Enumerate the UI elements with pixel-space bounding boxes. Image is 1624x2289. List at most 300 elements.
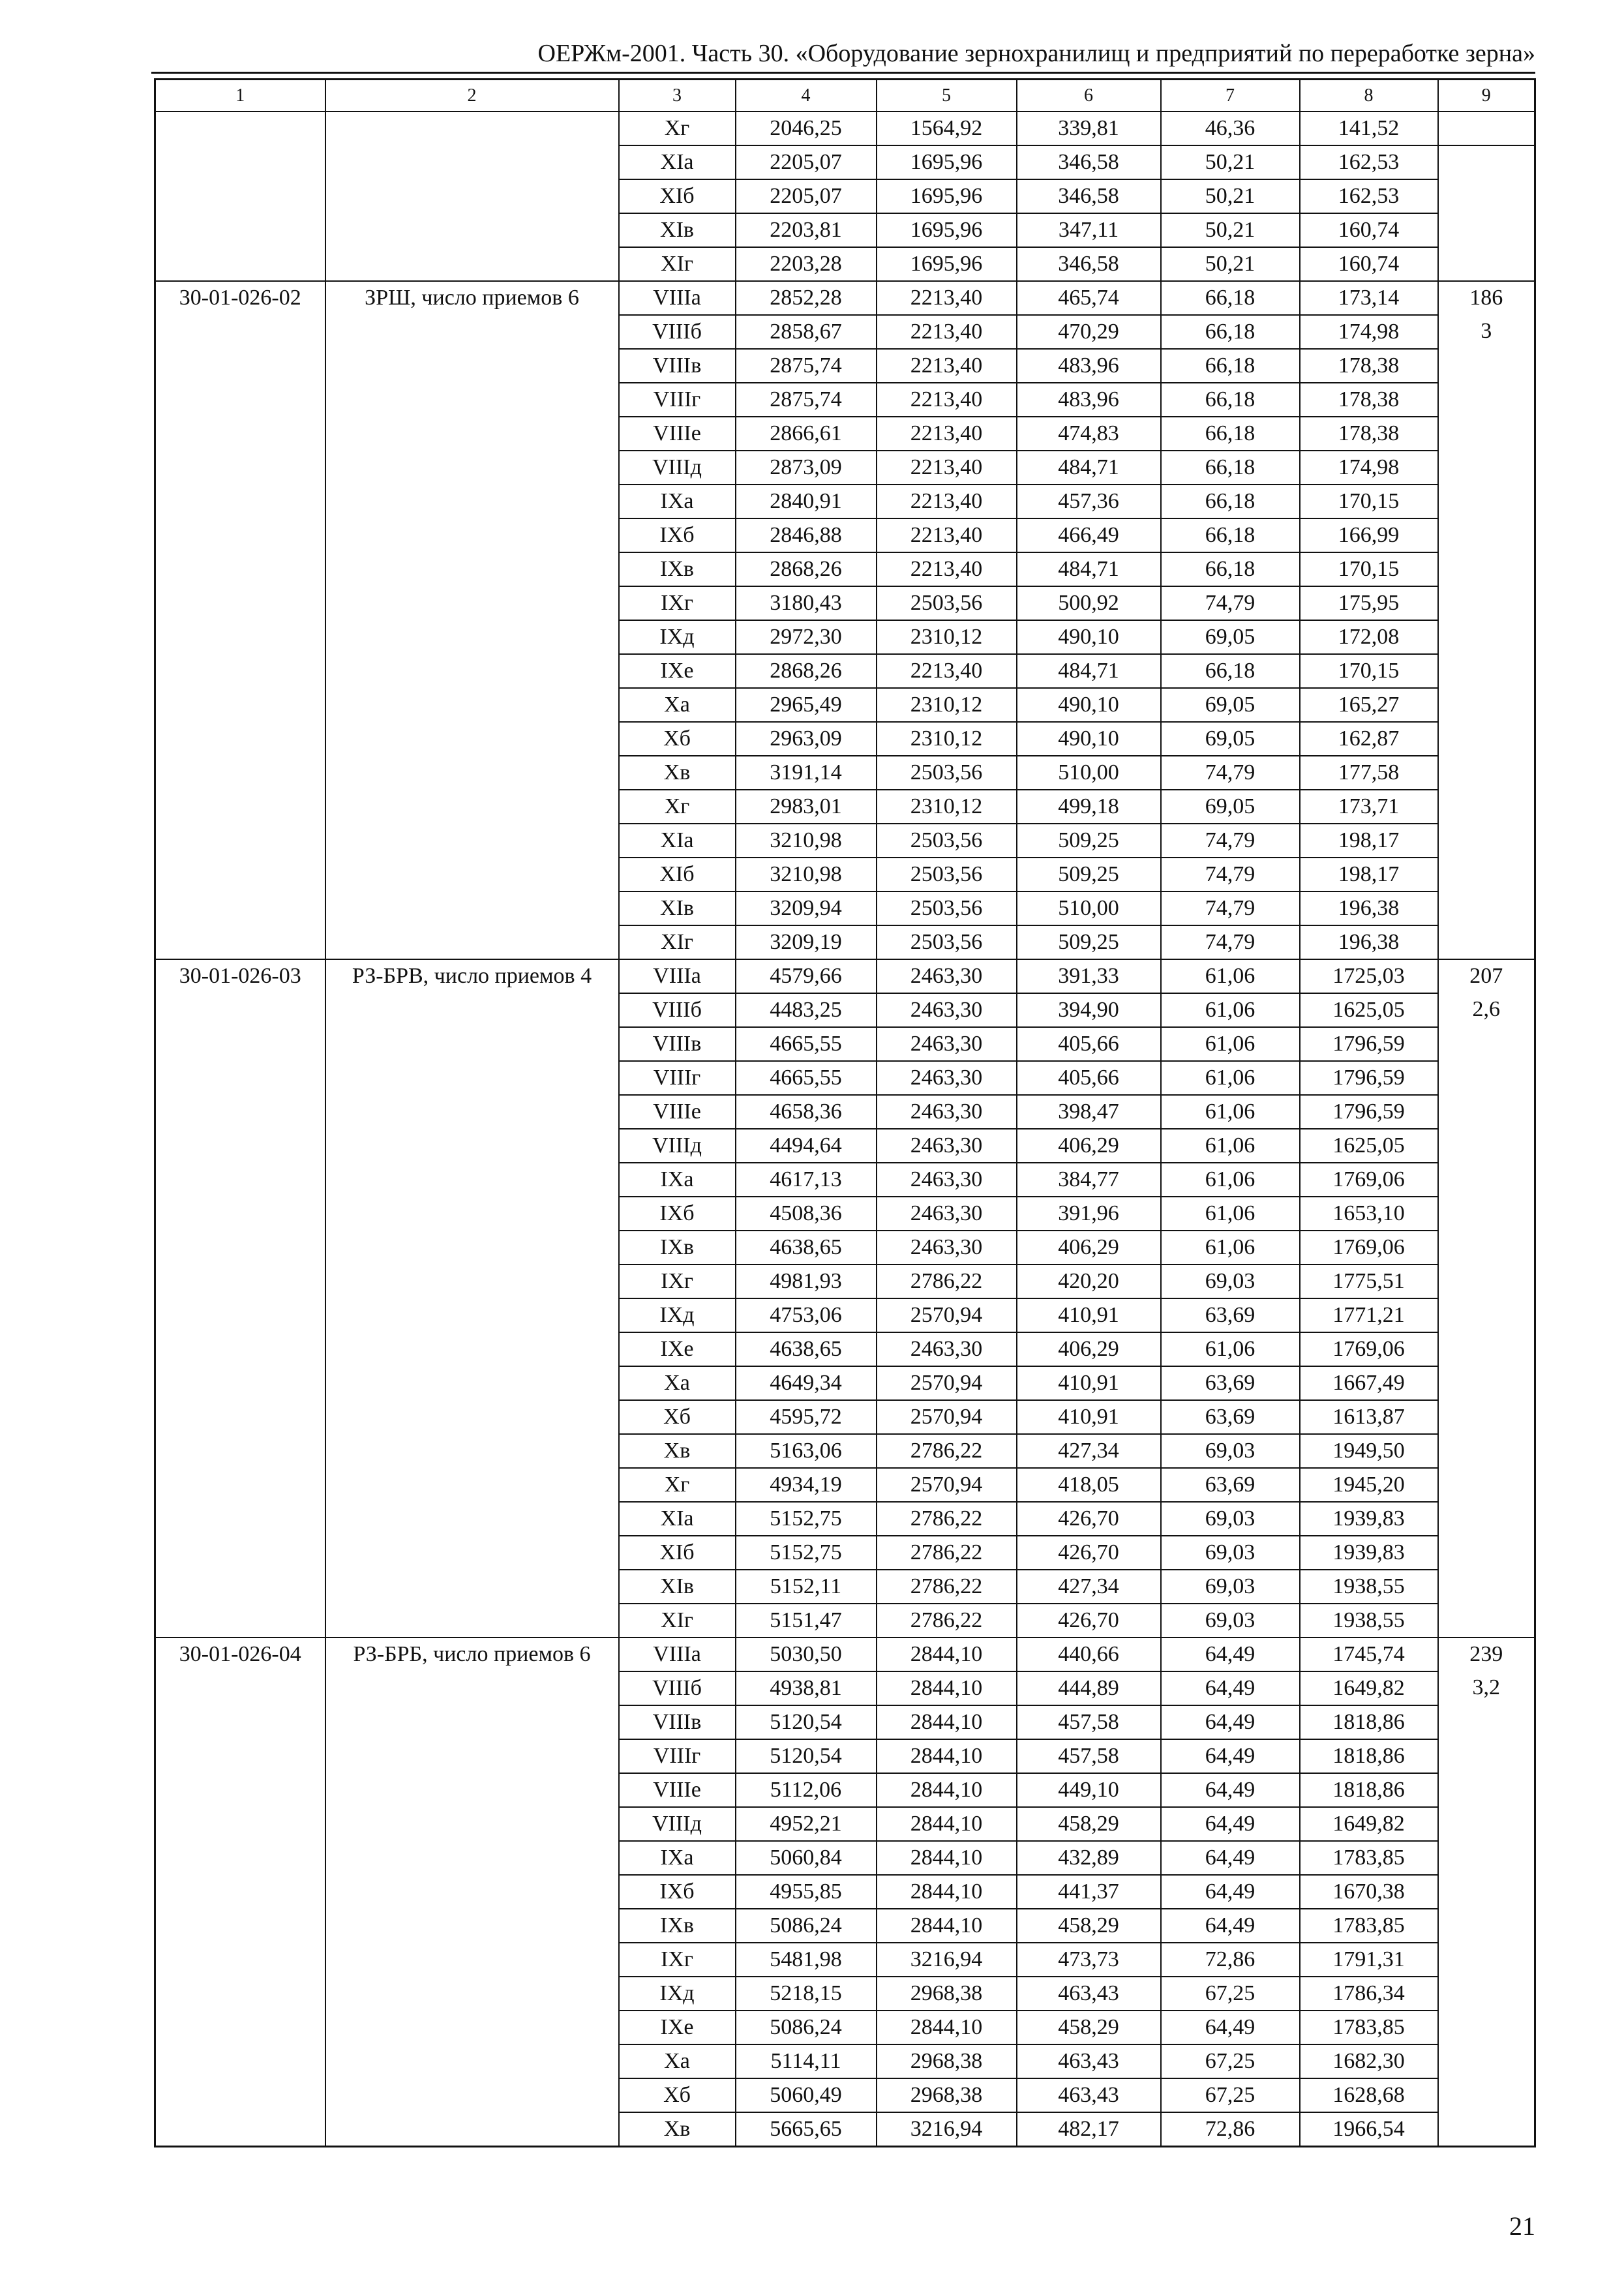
- machinist-wage-cell: 61,06: [1161, 1231, 1300, 1264]
- rate-code-cell: [155, 2044, 325, 2078]
- category-cell: Ха: [619, 688, 736, 722]
- rate-code-cell: [155, 1604, 325, 1638]
- labor-hours-cell: [1438, 1977, 1535, 2011]
- labor-hours-cell: 3: [1438, 315, 1535, 349]
- machine-cost-cell: 406,29: [1017, 1332, 1161, 1366]
- machine-cost-cell: 499,18: [1017, 790, 1161, 824]
- materials-cost-cell: 170,15: [1300, 552, 1438, 586]
- table-row: [155, 2078, 1535, 2112]
- table-row: [155, 1807, 1535, 1841]
- machinist-wage-cell: 64,49: [1161, 1909, 1300, 1943]
- labor-hours-cell: [1438, 2011, 1535, 2044]
- labor-cost-cell: 2463,30: [877, 1163, 1017, 1197]
- rate-code-cell: [155, 552, 325, 586]
- rate-code-cell: [155, 824, 325, 858]
- category-cell: VIIIв: [619, 349, 736, 383]
- equipment-name-cell: [325, 451, 619, 485]
- machinist-wage-cell: 50,21: [1161, 213, 1300, 247]
- table-row: [155, 1536, 1535, 1570]
- machine-cost-cell: 405,66: [1017, 1027, 1161, 1061]
- rate-code-cell: [155, 586, 325, 620]
- total-cost-cell: 5112,06: [736, 1773, 877, 1807]
- materials-cost-cell: 175,95: [1300, 586, 1438, 620]
- equipment-name-cell: ЗРШ, число приемов 6: [325, 281, 619, 315]
- category-cell: VIIIд: [619, 451, 736, 485]
- machine-cost-cell: 449,10: [1017, 1773, 1161, 1807]
- category-cell: IХб: [619, 1875, 736, 1909]
- total-cost-cell: 2868,26: [736, 552, 877, 586]
- column-number: 3: [619, 80, 736, 112]
- equipment-name-cell: РЗ-БРВ, число приемов 4: [325, 959, 619, 993]
- total-cost-cell: 5665,65: [736, 2112, 877, 2147]
- machinist-wage-cell: 64,49: [1161, 1638, 1300, 1671]
- equipment-name-cell: [325, 112, 619, 145]
- labor-hours-cell: [1438, 1943, 1535, 1977]
- total-cost-cell: 2965,49: [736, 688, 877, 722]
- machinist-wage-cell: 61,06: [1161, 1095, 1300, 1129]
- machine-cost-cell: 406,29: [1017, 1129, 1161, 1163]
- equipment-name-cell: [325, 145, 619, 179]
- equipment-name-cell: [325, 518, 619, 552]
- labor-hours-cell: [1438, 485, 1535, 518]
- category-cell: Хв: [619, 756, 736, 790]
- category-cell: IХе: [619, 654, 736, 688]
- machine-cost-cell: 509,25: [1017, 824, 1161, 858]
- table-row: [155, 145, 1535, 179]
- materials-cost-cell: 1818,86: [1300, 1705, 1438, 1739]
- equipment-name-cell: [325, 1570, 619, 1604]
- total-cost-cell: 3191,14: [736, 756, 877, 790]
- machinist-wage-cell: 64,49: [1161, 2011, 1300, 2044]
- equipment-name-cell: [325, 1366, 619, 1400]
- machine-cost-cell: 410,91: [1017, 1400, 1161, 1434]
- materials-cost-cell: 173,71: [1300, 790, 1438, 824]
- machine-cost-cell: 484,71: [1017, 552, 1161, 586]
- machine-cost-cell: 410,91: [1017, 1298, 1161, 1332]
- labor-hours-cell: [1438, 145, 1535, 179]
- equipment-name-cell: [325, 891, 619, 925]
- labor-cost-cell: 2570,94: [877, 1366, 1017, 1400]
- labor-hours-cell: [1438, 1197, 1535, 1231]
- rate-code-cell: [155, 1977, 325, 2011]
- labor-hours-cell: [1438, 1298, 1535, 1332]
- rate-code-cell: [155, 112, 325, 145]
- table-row: [155, 417, 1535, 451]
- equipment-name-cell: [325, 1400, 619, 1434]
- column-number: 5: [877, 80, 1017, 112]
- machinist-wage-cell: 66,18: [1161, 383, 1300, 417]
- total-cost-cell: 4753,06: [736, 1298, 877, 1332]
- table-row: [155, 824, 1535, 858]
- labor-cost-cell: 2844,10: [877, 1841, 1017, 1875]
- rate-code-cell: [155, 1739, 325, 1773]
- category-cell: IХг: [619, 1264, 736, 1298]
- materials-cost-cell: 1682,30: [1300, 2044, 1438, 2078]
- labor-cost-cell: 2786,22: [877, 1264, 1017, 1298]
- total-cost-cell: 2846,88: [736, 518, 877, 552]
- table-row: [155, 552, 1535, 586]
- materials-cost-cell: 166,99: [1300, 518, 1438, 552]
- total-cost-cell: 5152,75: [736, 1502, 877, 1536]
- machine-cost-cell: 466,49: [1017, 518, 1161, 552]
- machine-cost-cell: 509,25: [1017, 925, 1161, 959]
- table-row: [155, 1400, 1535, 1434]
- page-number: 21: [1509, 2211, 1535, 2241]
- equipment-name-cell: [325, 993, 619, 1027]
- category-cell: VIIIг: [619, 383, 736, 417]
- table-row: [155, 993, 1535, 1027]
- total-cost-cell: 4665,55: [736, 1061, 877, 1095]
- category-cell: Хв: [619, 1434, 736, 1468]
- total-cost-cell: 2963,09: [736, 722, 877, 756]
- column-number: 7: [1161, 80, 1300, 112]
- total-cost-cell: 5481,98: [736, 1943, 877, 1977]
- table-row: [155, 1332, 1535, 1366]
- labor-cost-cell: 2570,94: [877, 1298, 1017, 1332]
- machine-cost-cell: 457,36: [1017, 485, 1161, 518]
- labor-cost-cell: 2570,94: [877, 1400, 1017, 1434]
- labor-hours-cell: [1438, 1604, 1535, 1638]
- machinist-wage-cell: 72,86: [1161, 2112, 1300, 2147]
- labor-cost-cell: 2463,30: [877, 1129, 1017, 1163]
- materials-cost-cell: 198,17: [1300, 824, 1438, 858]
- equipment-name-cell: [325, 2044, 619, 2078]
- labor-cost-cell: 2213,40: [877, 417, 1017, 451]
- table-row: [155, 1570, 1535, 1604]
- total-cost-cell: 3209,94: [736, 891, 877, 925]
- machine-cost-cell: 484,71: [1017, 654, 1161, 688]
- total-cost-cell: 3210,98: [736, 824, 877, 858]
- table-row: [155, 654, 1535, 688]
- category-cell: ХIг: [619, 247, 736, 281]
- category-cell: Хг: [619, 112, 736, 145]
- category-cell: VIIIа: [619, 1638, 736, 1671]
- table-row: [155, 1638, 1535, 1671]
- machine-cost-cell: 463,43: [1017, 2078, 1161, 2112]
- materials-cost-cell: 1649,82: [1300, 1807, 1438, 1841]
- machinist-wage-cell: 66,18: [1161, 281, 1300, 315]
- table-row: [155, 179, 1535, 213]
- materials-cost-cell: 170,15: [1300, 654, 1438, 688]
- labor-cost-cell: 2310,12: [877, 620, 1017, 654]
- table-row: [155, 1129, 1535, 1163]
- labor-hours-cell: [1438, 383, 1535, 417]
- table-row: [155, 1875, 1535, 1909]
- labor-cost-cell: 2503,56: [877, 824, 1017, 858]
- category-cell: IХв: [619, 552, 736, 586]
- equipment-name-cell: [325, 1095, 619, 1129]
- table-row: [155, 383, 1535, 417]
- total-cost-cell: 4483,25: [736, 993, 877, 1027]
- table-row: [155, 1095, 1535, 1129]
- equipment-name-cell: [325, 688, 619, 722]
- labor-cost-cell: 1564,92: [877, 112, 1017, 145]
- equipment-name-cell: [325, 722, 619, 756]
- header-rule: [151, 72, 1535, 74]
- machine-cost-cell: 427,34: [1017, 1570, 1161, 1604]
- table-row: [155, 1197, 1535, 1231]
- materials-cost-cell: 198,17: [1300, 858, 1438, 891]
- equipment-name-cell: [325, 383, 619, 417]
- rate-code-cell: 30-01-026-03: [155, 959, 325, 993]
- materials-cost-cell: 1783,85: [1300, 2011, 1438, 2044]
- total-cost-cell: 5163,06: [736, 1434, 877, 1468]
- materials-cost-cell: 162,53: [1300, 145, 1438, 179]
- category-cell: VIIIе: [619, 1095, 736, 1129]
- equipment-name-cell: [325, 213, 619, 247]
- machine-cost-cell: 457,58: [1017, 1705, 1161, 1739]
- total-cost-cell: 3209,19: [736, 925, 877, 959]
- machinist-wage-cell: 69,03: [1161, 1570, 1300, 1604]
- labor-cost-cell: 2463,30: [877, 1197, 1017, 1231]
- total-cost-cell: 5114,11: [736, 2044, 877, 2078]
- total-cost-cell: 2203,81: [736, 213, 877, 247]
- equipment-name-cell: [325, 1434, 619, 1468]
- category-cell: VIIIе: [619, 417, 736, 451]
- total-cost-cell: 2840,91: [736, 485, 877, 518]
- labor-hours-cell: [1438, 824, 1535, 858]
- labor-cost-cell: 2463,30: [877, 993, 1017, 1027]
- rate-code-cell: [155, 1875, 325, 1909]
- total-cost-cell: 4938,81: [736, 1671, 877, 1705]
- table-row: [155, 1366, 1535, 1400]
- machinist-wage-cell: 61,06: [1161, 993, 1300, 1027]
- rate-code-cell: [155, 145, 325, 179]
- labor-hours-cell: [1438, 1095, 1535, 1129]
- category-cell: ХIг: [619, 1604, 736, 1638]
- labor-hours-cell: [1438, 1366, 1535, 1400]
- equipment-name-cell: [325, 2011, 619, 2044]
- labor-cost-cell: 2786,22: [877, 1502, 1017, 1536]
- labor-cost-cell: 2213,40: [877, 383, 1017, 417]
- materials-cost-cell: 1670,38: [1300, 1875, 1438, 1909]
- machinist-wage-cell: 61,06: [1161, 1332, 1300, 1366]
- total-cost-cell: 5218,15: [736, 1977, 877, 2011]
- equipment-name-cell: [325, 654, 619, 688]
- table-row: [155, 620, 1535, 654]
- labor-hours-cell: [1438, 620, 1535, 654]
- column-number: 2: [325, 80, 619, 112]
- rate-code-cell: [155, 1705, 325, 1739]
- labor-hours-cell: 207: [1438, 959, 1535, 993]
- total-cost-cell: 4595,72: [736, 1400, 877, 1434]
- labor-hours-cell: [1438, 1705, 1535, 1739]
- labor-cost-cell: 3216,94: [877, 2112, 1017, 2147]
- category-cell: IХд: [619, 620, 736, 654]
- category-cell: Хв: [619, 2112, 736, 2147]
- materials-cost-cell: 1725,03: [1300, 959, 1438, 993]
- rate-code-cell: [155, 756, 325, 790]
- machinist-wage-cell: 61,06: [1161, 1027, 1300, 1061]
- labor-cost-cell: 2463,30: [877, 1095, 1017, 1129]
- rate-code-cell: [155, 383, 325, 417]
- labor-cost-cell: 2503,56: [877, 586, 1017, 620]
- labor-cost-cell: 2213,40: [877, 281, 1017, 315]
- rate-code-cell: [155, 315, 325, 349]
- machine-cost-cell: 426,70: [1017, 1604, 1161, 1638]
- column-number: 8: [1300, 80, 1438, 112]
- category-cell: VIIIе: [619, 1773, 736, 1807]
- machinist-wage-cell: 64,49: [1161, 1875, 1300, 1909]
- materials-cost-cell: 1745,74: [1300, 1638, 1438, 1671]
- labor-hours-cell: [1438, 179, 1535, 213]
- machine-cost-cell: 426,70: [1017, 1536, 1161, 1570]
- rate-code-cell: [155, 1536, 325, 1570]
- table-row: [155, 756, 1535, 790]
- rate-code-cell: [155, 1129, 325, 1163]
- total-cost-cell: 4617,13: [736, 1163, 877, 1197]
- labor-cost-cell: 2503,56: [877, 925, 1017, 959]
- machine-cost-cell: 441,37: [1017, 1875, 1161, 1909]
- total-cost-cell: 5152,11: [736, 1570, 877, 1604]
- labor-cost-cell: 2463,30: [877, 1231, 1017, 1264]
- labor-cost-cell: 2213,40: [877, 552, 1017, 586]
- total-cost-cell: 2983,01: [736, 790, 877, 824]
- machine-cost-cell: 483,96: [1017, 349, 1161, 383]
- table-row: [155, 1231, 1535, 1264]
- total-cost-cell: 2875,74: [736, 349, 877, 383]
- table-row: [155, 315, 1535, 349]
- machinist-wage-cell: 63,69: [1161, 1366, 1300, 1400]
- equipment-name-cell: [325, 247, 619, 281]
- total-cost-cell: 4981,93: [736, 1264, 877, 1298]
- category-cell: IХв: [619, 1909, 736, 1943]
- labor-hours-cell: [1438, 112, 1535, 145]
- table-row: [155, 1841, 1535, 1875]
- machine-cost-cell: 463,43: [1017, 1977, 1161, 2011]
- table-row: [155, 281, 1535, 315]
- machine-cost-cell: 510,00: [1017, 756, 1161, 790]
- labor-cost-cell: 1695,96: [877, 145, 1017, 179]
- equipment-name-cell: [325, 179, 619, 213]
- labor-cost-cell: 2463,30: [877, 959, 1017, 993]
- rate-code-cell: [155, 1502, 325, 1536]
- materials-cost-cell: 174,98: [1300, 315, 1438, 349]
- equipment-name-cell: [325, 2078, 619, 2112]
- labor-hours-cell: [1438, 349, 1535, 383]
- materials-cost-cell: 1939,83: [1300, 1502, 1438, 1536]
- labor-cost-cell: 2844,10: [877, 1705, 1017, 1739]
- machinist-wage-cell: 66,18: [1161, 518, 1300, 552]
- rate-code-cell: [155, 891, 325, 925]
- labor-hours-cell: [1438, 552, 1535, 586]
- category-cell: IХе: [619, 1332, 736, 1366]
- category-cell: IХд: [619, 1977, 736, 2011]
- materials-cost-cell: 162,53: [1300, 179, 1438, 213]
- table-row: [155, 790, 1535, 824]
- rate-code-cell: [155, 247, 325, 281]
- machinist-wage-cell: 66,18: [1161, 315, 1300, 349]
- category-cell: VIIIа: [619, 959, 736, 993]
- table-row: [155, 112, 1535, 145]
- category-cell: VIIIб: [619, 315, 736, 349]
- materials-cost-cell: 160,74: [1300, 213, 1438, 247]
- equipment-name-cell: [325, 1197, 619, 1231]
- rate-code-cell: 30-01-026-04: [155, 1638, 325, 1671]
- labor-cost-cell: 2503,56: [877, 891, 1017, 925]
- materials-cost-cell: 178,38: [1300, 349, 1438, 383]
- labor-cost-cell: 2213,40: [877, 518, 1017, 552]
- labor-hours-cell: [1438, 1129, 1535, 1163]
- machinist-wage-cell: 50,21: [1161, 247, 1300, 281]
- labor-cost-cell: 2968,38: [877, 2044, 1017, 2078]
- total-cost-cell: 5120,54: [736, 1705, 877, 1739]
- total-cost-cell: 2205,07: [736, 179, 877, 213]
- table-row: [155, 1163, 1535, 1197]
- materials-cost-cell: 1939,83: [1300, 1536, 1438, 1570]
- labor-hours-cell: [1438, 925, 1535, 959]
- total-cost-cell: 3180,43: [736, 586, 877, 620]
- table-row: [155, 1434, 1535, 1468]
- machine-cost-cell: 474,83: [1017, 417, 1161, 451]
- rate-code-cell: [155, 722, 325, 756]
- machine-cost-cell: 398,47: [1017, 1095, 1161, 1129]
- category-cell: VIIIа: [619, 281, 736, 315]
- total-cost-cell: 4494,64: [736, 1129, 877, 1163]
- materials-cost-cell: 1818,86: [1300, 1773, 1438, 1807]
- machine-cost-cell: 509,25: [1017, 858, 1161, 891]
- labor-hours-cell: [1438, 1841, 1535, 1875]
- machinist-wage-cell: 64,49: [1161, 1773, 1300, 1807]
- labor-hours-cell: [1438, 756, 1535, 790]
- labor-cost-cell: 2844,10: [877, 1671, 1017, 1705]
- table-row: [155, 1977, 1535, 2011]
- machine-cost-cell: 410,91: [1017, 1366, 1161, 1400]
- rate-code-cell: [155, 1197, 325, 1231]
- materials-cost-cell: 165,27: [1300, 688, 1438, 722]
- materials-cost-cell: 141,52: [1300, 112, 1438, 145]
- total-cost-cell: 5086,24: [736, 1909, 877, 1943]
- materials-cost-cell: 1796,59: [1300, 1095, 1438, 1129]
- table-row: [155, 349, 1535, 383]
- machinist-wage-cell: 66,18: [1161, 349, 1300, 383]
- rate-code-cell: [155, 213, 325, 247]
- labor-hours-cell: [1438, 518, 1535, 552]
- equipment-name-cell: [325, 417, 619, 451]
- category-cell: ХIа: [619, 824, 736, 858]
- machine-cost-cell: 458,29: [1017, 2011, 1161, 2044]
- table-row: [155, 1298, 1535, 1332]
- column-number: 1: [155, 80, 325, 112]
- category-cell: Хб: [619, 2078, 736, 2112]
- machinist-wage-cell: 72,86: [1161, 1943, 1300, 1977]
- labor-cost-cell: 2786,22: [877, 1536, 1017, 1570]
- category-cell: IХа: [619, 1163, 736, 1197]
- equipment-name-cell: [325, 756, 619, 790]
- machinist-wage-cell: 61,06: [1161, 959, 1300, 993]
- labor-cost-cell: 2968,38: [877, 2078, 1017, 2112]
- materials-cost-cell: 1966,54: [1300, 2112, 1438, 2147]
- total-cost-cell: 2858,67: [736, 315, 877, 349]
- rate-code-cell: [155, 1027, 325, 1061]
- labor-hours-cell: [1438, 1875, 1535, 1909]
- equipment-name-cell: [325, 2112, 619, 2147]
- machine-cost-cell: 347,11: [1017, 213, 1161, 247]
- category-cell: IХв: [619, 1231, 736, 1264]
- equipment-name-cell: [325, 1875, 619, 1909]
- equipment-name-cell: [325, 485, 619, 518]
- total-cost-cell: 2866,61: [736, 417, 877, 451]
- machinist-wage-cell: 69,03: [1161, 1604, 1300, 1638]
- total-cost-cell: 4579,66: [736, 959, 877, 993]
- machinist-wage-cell: 69,05: [1161, 722, 1300, 756]
- labor-cost-cell: 2310,12: [877, 722, 1017, 756]
- total-cost-cell: 2203,28: [736, 247, 877, 281]
- total-cost-cell: 2972,30: [736, 620, 877, 654]
- materials-cost-cell: 1613,87: [1300, 1400, 1438, 1434]
- table-row: [155, 1604, 1535, 1638]
- category-cell: IХб: [619, 518, 736, 552]
